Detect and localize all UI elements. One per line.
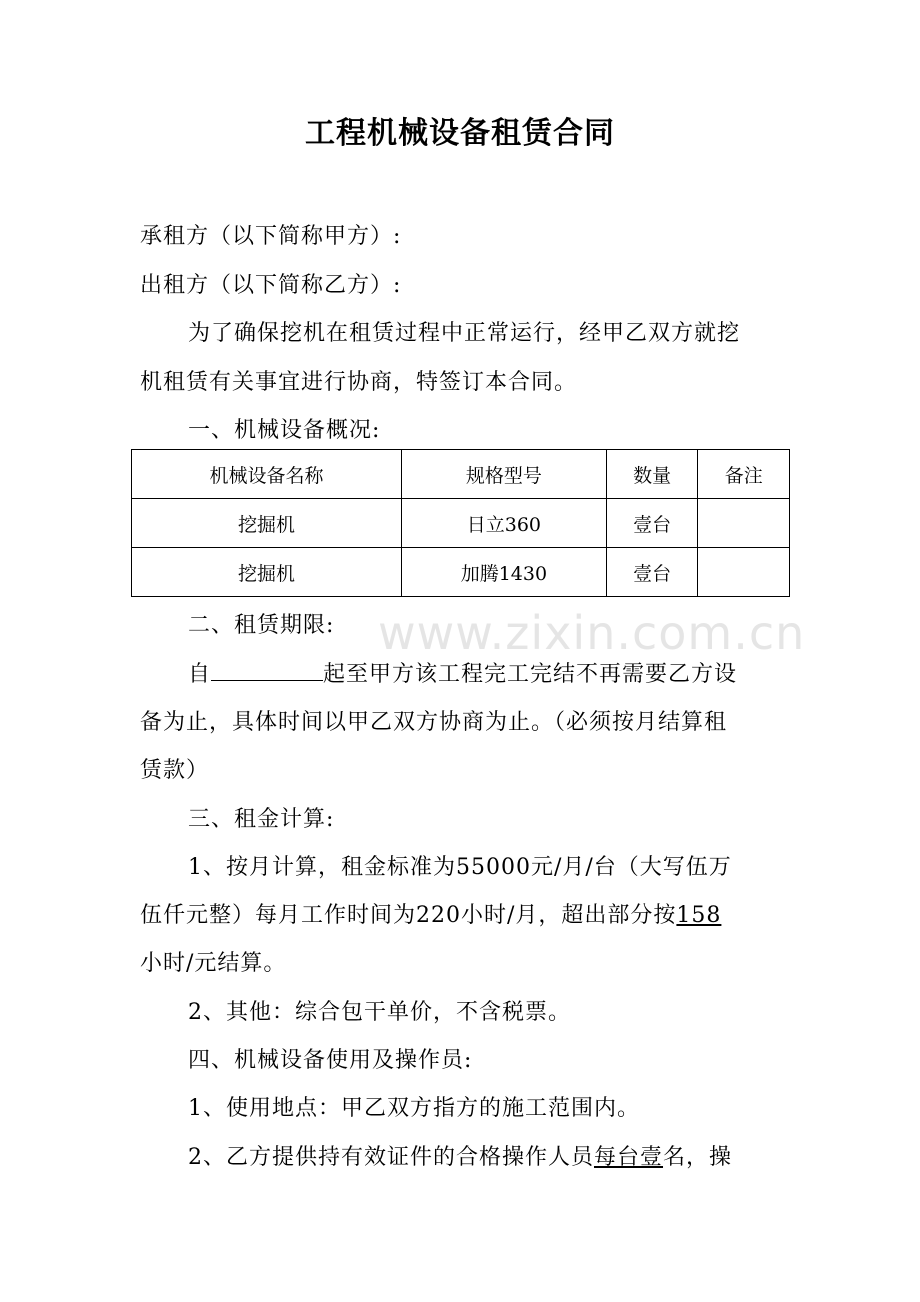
table-cell: 挖掘机 <box>132 499 402 548</box>
term-line-1 <box>188 657 737 688</box>
rent-line-2 <box>140 898 721 929</box>
intro-line-2: 机租赁有关事宜进行协商，特签订本合同。 <box>140 370 578 395</box>
watermark: www.zixin.com.cn <box>378 606 806 660</box>
usage-item-2 <box>188 1140 732 1171</box>
table-cell <box>698 499 790 548</box>
table-row <box>132 499 790 548</box>
document-title: 工程机械设备租赁合同 <box>305 116 615 151</box>
table-header-cell: 机械设备名称 <box>132 450 402 499</box>
equipment-table <box>131 449 790 597</box>
table-cell: 壹台 <box>606 548 698 597</box>
start-date-blank <box>211 658 323 681</box>
table-cell: 壹台 <box>606 499 698 548</box>
term-suffix: 起至甲方该工程完工完结不再需要乙方设 <box>323 662 738 687</box>
section1-heading: 一、机械设备概况: <box>188 418 381 443</box>
table-header-cell: 数量 <box>606 450 698 499</box>
section3-heading: 三、租金计算: <box>188 807 335 832</box>
overtime-rate: 158 <box>676 903 722 928</box>
lessee-line: 承租方（以下简称甲方）: <box>140 224 402 249</box>
rent-line-2-text: 伍仟元整）每月工作时间为220小时/月，超出部分按 <box>140 903 677 928</box>
term-prefix: 自 <box>188 662 212 687</box>
term-line-3: 赁款） <box>140 758 210 783</box>
operator-count: 每台壹 <box>594 1145 664 1170</box>
rent-line-1: 1、按月计算，租金标准为55000元/月/台（大写伍万 <box>188 855 732 880</box>
table-header-cell: 规格型号 <box>401 450 606 499</box>
usage-item-1: 1、使用地点：甲乙双方指方的施工范围内。 <box>188 1096 640 1121</box>
table-cell: 日立360 <box>401 499 606 548</box>
term-line-2: 备为止，具体时间以甲乙双方协商为止。（必须按月结算租 <box>140 710 728 735</box>
section4-heading: 四、机械设备使用及操作员: <box>188 1048 473 1073</box>
usage-item-2-prefix: 2、乙方提供持有效证件的合格操作人员 <box>188 1145 594 1170</box>
table-cell: 加腾1430 <box>401 548 606 597</box>
lessor-line: 出租方（以下简称乙方）: <box>140 273 402 298</box>
rent-line-3: 小时/元结算。 <box>140 951 287 976</box>
usage-item-2-suffix: 名，操 <box>663 1145 733 1170</box>
table-cell <box>698 548 790 597</box>
rent-item-2: 2、其他：综合包干单价，不含税票。 <box>188 1000 571 1025</box>
table-cell: 挖掘机 <box>132 548 402 597</box>
table-row <box>132 548 790 597</box>
table-header-row <box>132 450 790 499</box>
section2-heading: 二、租赁期限: <box>188 613 335 638</box>
table-header-cell: 备注 <box>698 450 790 499</box>
intro-line-1: 为了确保挖机在租赁过程中正常运行，经甲乙双方就挖 <box>188 321 741 346</box>
